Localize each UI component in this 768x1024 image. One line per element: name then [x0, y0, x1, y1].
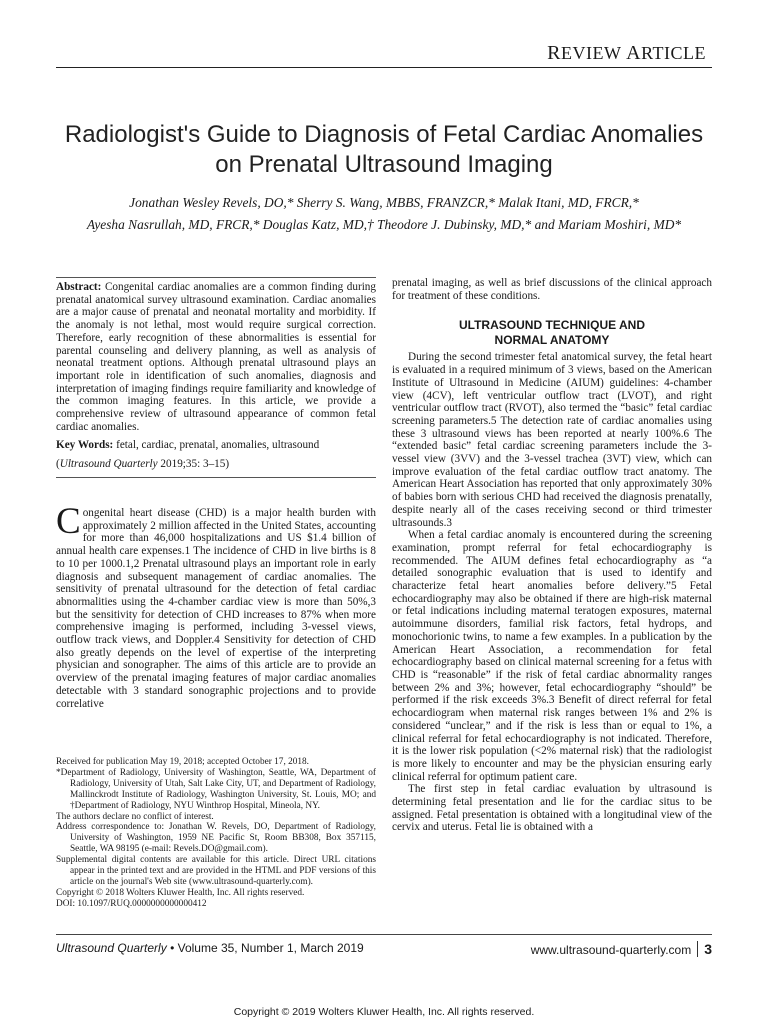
footnote-conflict: The authors declare no conflict of interest.	[56, 811, 214, 822]
authors-line-1: Jonathan Wesley Revels, DO,* Sherry S. Wang, MBBS, FRANZCR,* Malak Itani, MD, FRCR,*	[129, 195, 639, 210]
title-line-1: Radiologist's Guide to Diagnosis of Fetal Cardiac Anomalies	[64, 121, 704, 148]
footer-right	[531, 941, 712, 957]
intro-block	[56, 501, 376, 710]
footnote-received: Received for publication May 19, 2018; accepted October 17, 2018.	[56, 757, 310, 767]
author-list	[40, 192, 728, 236]
right-column	[392, 277, 712, 834]
heading-line-1: ULTRASOUND TECHNIQUE AND	[459, 318, 645, 333]
keywords-text: fetal, cardiac, prenatal, anomalies, ultrasound	[116, 439, 320, 452]
authors-line-2: Ayesha Nasrullah, MD, FRCR,* Douglas Katz, MD,† Theodore J. Dubinsky, MD,* and Mariam Moshiri, MD*	[86, 217, 682, 232]
footnote-address: Address correspondence to: Jonathan W. Revels, DO, Department of Radiology, University of Washington, 1959 NE Pacific St, Room BB308, Box 357115, Seattle, WA 98195 (e-mail: Revels.DO@gmail.com).	[56, 822, 376, 855]
abstract-paragraph	[56, 281, 376, 433]
body-paragraph-2: When a fetal cardiac anomaly is encountered during the screening examination, prompt referral for fetal echocardiography is recommended. The AIUM defines fetal echocardiography as “a detailed sonographic evaluation that is used to identify and characterize fetal heart anomalies before delivery.”5 Fetal echocardiography may also be obtained if there are high-risk maternal or fetal indications including maternal teratogen exposures, maternal autoimmune disorders, familial risk factors, fetal hydrops, and monochorionic twins, to name a few examples. In a publication by the American Heart Association, a recommendation for fetal echocardiography based on clinical maternal screening for a fetus with CHD is “reasonable” if the risk of fetal cardiac abnormality ranges between 2% and 3%; however, fetal echocardiography “should” be performed if the risk exceeds 3%.3 Benefit of direct referral for fetal echocardiogram when maternal risk ranges between 1% and 2% is considered “unclear,” and if the risk is less than or equal to 1%, a clinical referral for fetal echocardiography is not indicated. Therefore, it is the lower risk population (<2% maternal risk) that the radiologist is more likely to encounter and may be the physician ensuring early clinical referral for optimum patient care.	[392, 529, 712, 783]
footnote-affiliations: *Department of Radiology, University of Washington, Seattle, WA, Department of Radiology, University of Utah, Salt Lake City, UT, and Department of Radiology, Mallinckrodt Institute of Radiology, Washington University, St. Louis, MO; and †Department of Radiology, NYU Winthrop Hospital, Mineola, NY.	[56, 767, 376, 811]
abstract-top-rule	[56, 277, 376, 278]
section-label: REVIEW ARTICLE	[547, 42, 706, 64]
keywords-label: Key Words:	[56, 439, 114, 452]
body-paragraph-1: During the second trimester fetal anatomical survey, the fetal heart is evaluated in a required minimum of 3 views, based on the American Institute of Ultrasound in Medicine (AIUM) guidelines: 4-chamber view (4CV), left ventricular outflow tract (LVOT), and right ventricular outflow tract (RVOT), also termed the “basic” fetal cardiac screening parameters.5 The detection rate of cardiac anomalies using these 3 ultrasound views has been reported at nearly 100%.6 The “extended basic” fetal cardiac screening parameters include the 3-vessel view (3VV) and the 3-vessel trachea (3VT) view, which can improve evaluation of the fetal cardiac outflow tract anatomy. The American Heart Association has reported that only approximately 30% of babies born with serious CHD had received the diagnosis prenatally, despite nearly all of the cases receiving second or third trimester ultrasounds.3	[392, 351, 712, 529]
footnote-supplemental: Supplemental digital contents are available for this article. Direct URL citations appear in the printed text and are provided in the HTML and PDF versions of this article on the journal's Web site (www.ultrasound-quarterly.com).	[56, 855, 376, 887]
footer-website[interactable]: www.ultrasound-quarterly.com	[530, 943, 692, 957]
intro-paragraph	[56, 501, 376, 710]
abstract-label: Abstract:	[56, 281, 102, 293]
citation-rest: 2019;35: 3–15	[160, 458, 226, 471]
section-rule	[56, 67, 712, 68]
abstract-block	[56, 277, 376, 478]
citation: (Ultrasound Quarterly 2019;35: 3–15)	[56, 458, 230, 471]
abstract-bottom-rule	[56, 477, 376, 478]
drop-cap: C	[56, 501, 81, 542]
heading-line-2: NORMAL ANATOMY	[494, 332, 610, 347]
keywords-paragraph	[56, 439, 376, 452]
footnote-copyright: Copyright © 2018 Wolters Kluwer Health, Inc. All rights reserved.	[56, 887, 305, 898]
right-continuation: prenatal imaging, as well as brief discussions of the clinical approach for treatment of these conditions.	[392, 277, 712, 302]
intro-text: ongenital heart disease (CHD) is a major health burden with approximately 2 million affected in the United States, accounting for more than 46,000 hospitalizations and US $1.4 billion of annual health care expenses.1 The incidence of CHD in live births is 8 to 10 per 1000.1,2 Prenatal ultrasound plays an important role in early diagnosis and subsequent management of cardiac anomalies. The sensitivity of prenatal ultrasound for the detection of fetal cardiac abnormalities using the 4-chamber cardiac view is more than 50%,3 but the sensitivity for detection of CHD increases to 87% when more comprehensive imaging is performed, including 3-vessel views, outflow track views, and Doppler.4 Sensitivity for detection of CHD also greatly depends on the level of expertise of the interpreting physician and sonographer. The aims of this article are to provide an overview of the prenatal imaging features of major cardiac anomalies detectable with 3 standard sonographic projections and to provide correlative	[56, 507, 376, 710]
footer-rule	[56, 934, 712, 935]
article-title	[40, 120, 728, 180]
title-line-2: on Prenatal Ultrasound Imaging	[215, 151, 553, 178]
footer-journal-info	[56, 941, 364, 955]
footnote-doi: DOI: 10.1097/RUQ.0000000000000412	[56, 898, 207, 909]
page-copyright: Copyright © 2019 Wolters Kluwer Health, Inc. All rights reserved.	[233, 1006, 535, 1018]
footer-issue: • Volume 35, Number 1, March 2019	[170, 941, 364, 955]
section-heading	[392, 318, 712, 347]
abstract-text: Congenital cardiac anomalies are a common finding during prenatal anatomical survey ultrasound examination. Cardiac anomalies are a major cause of prenatal and neonatal mortality and morbidity. If the anomaly is not lethal, most would require surgical correction. Therefore, early recognition of these abnormalities is essential for parental counseling and delivery planning, as well as analysis of neonatal treatment options. Although prenatal ultrasound plays an important role in identification of such anomalies, diagnosis and interpretation of imaging findings require familiarity and knowledge of the common imaging features. In this article, we provide a comprehensive review of ultrasound appearance of common fetal cardiac anomalies.	[56, 281, 376, 433]
page-number: 3	[697, 941, 712, 957]
body-paragraph-3: The first step in fetal cardiac evaluation by ultrasound is determining fetal presentation and lie for the cardiac situs to be assigned. Fetal presentation is obtained with a longitudinal view of the cervix and uterus. Fetal lie is obtained with a	[392, 783, 712, 834]
citation-journal: Ultrasound Quarterly	[59, 458, 158, 471]
footer-journal: Ultrasound Quarterly	[56, 941, 167, 955]
footnotes	[56, 757, 376, 910]
